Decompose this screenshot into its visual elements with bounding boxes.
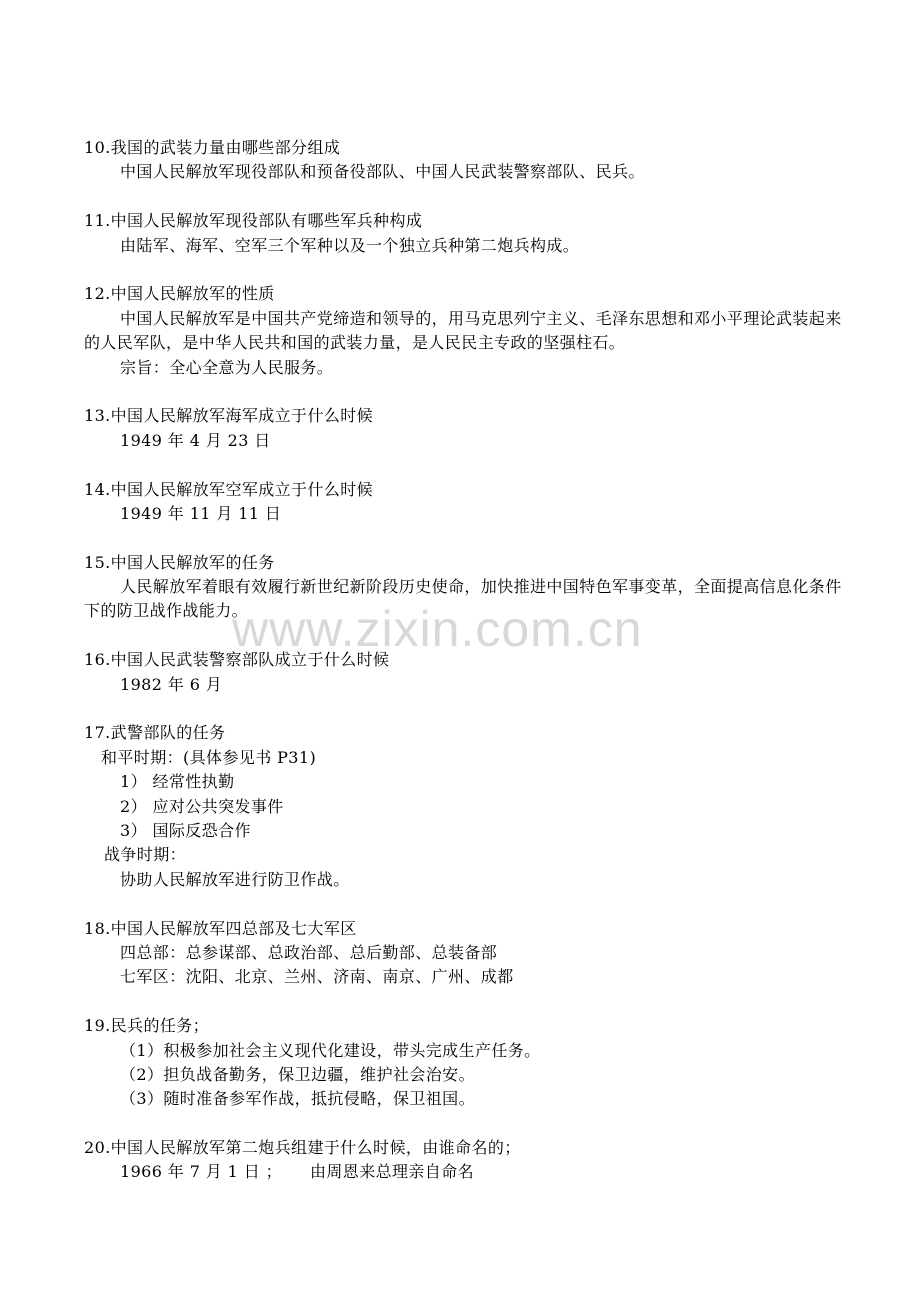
question-title: 12.中国人民解放军的性质: [84, 284, 275, 304]
list-item: 2） 应对公共突发事件: [120, 796, 284, 816]
spacer: [84, 697, 844, 721]
question-title: 14.中国人民解放军空军成立于什么时候: [84, 479, 374, 499]
question-title: 10.我国的武装力量由哪些部分组成: [84, 138, 341, 157]
question-title: 15.中国人民解放军的任务: [84, 552, 275, 572]
question-title: 19.民兵的任务；: [84, 1016, 210, 1036]
spacer: [84, 1112, 844, 1136]
answer-paragraph: 中国人民解放军是中国共产党缔造和领导的，用马克思列宁主义、毛泽东思想和邓小平理论武装起来的人民军队，是中华人民共和国的武装力量，是人民民主专政的坚强柱石。: [84, 308, 842, 353]
question-title: 11.中国人民解放军现役部队有哪些军兵种构成: [84, 211, 423, 231]
military-regions-text: 七军区：沈阳、北京、兰州、济南、南京、广州、成都: [120, 967, 514, 987]
watermark: www.zixin.com.cn: [232, 601, 643, 657]
peace-time-label: 和平时期：(具体参见书 P31): [101, 747, 317, 767]
answer-paragraph: 人民解放军着眼有效履行新世纪新阶段历史使命，加快推进中国特色军事变革，全面提高信息化条件下的防卫战作战能力。: [84, 577, 842, 621]
spacer: [84, 258, 844, 282]
answer-date: 1949 年 4 月 23 日: [120, 430, 271, 450]
list-item: （3）随时准备参军作战，抵抗侵略，保卫祖国。: [120, 1089, 475, 1109]
spacer: [84, 526, 844, 550]
headquarters-text: 四总部：总参谋部、总政治部、总后勤部、总装备部: [120, 942, 498, 962]
purpose-text: 宗旨：全心全意为人民服务。: [120, 357, 334, 377]
spacer: [84, 990, 844, 1014]
war-time-label: 战争时期：: [104, 845, 187, 865]
spacer: [84, 380, 844, 404]
answer-namer: 由周恩来总理亲自命名: [310, 1162, 475, 1182]
answer-date: 1949 年 11 月 11 日: [120, 503, 282, 523]
spacer: [84, 185, 844, 209]
answer-text: 协助人民解放军进行防卫作战。: [120, 869, 350, 889]
answer-date: 1966 年 7 月 1 日 ；: [120, 1162, 282, 1182]
list-item: 3） 国际反恐合作: [120, 821, 251, 840]
spacer: [84, 892, 844, 916]
list-item: （2）担负战备勤务，保卫边疆，维护社会治安。: [120, 1064, 475, 1084]
question-title: 18.中国人民解放军四总部及七大军区: [84, 918, 357, 938]
answer-line: [84, 1160, 844, 1184]
spacer: [84, 453, 844, 477]
spacer: [84, 624, 844, 648]
answer-date: 1982 年 6 月: [120, 674, 223, 694]
question-title: 13.中国人民解放军海军成立于什么时候: [84, 406, 374, 426]
answer-text: 中国人民解放军现役部队和预备役部队、中国人民武装警察部队、民兵。: [120, 162, 645, 182]
question-title: 20.中国人民解放军第二炮兵组建于什么时候，由谁命名的；: [84, 1138, 521, 1158]
answer-text: 由陆军、海军、空军三个军种以及一个独立兵种第二炮兵构成。: [120, 235, 580, 255]
document-body: [84, 136, 844, 1185]
list-item: 1） 经常性执勤: [120, 772, 235, 792]
question-title: 17.武警部队的任务: [84, 723, 226, 743]
question-title: 16.中国人民武装警察部队成立于什么时候: [84, 650, 390, 670]
list-item: （1）积极参加社会主义现代化建设，带头完成生产任务。: [120, 1040, 541, 1060]
